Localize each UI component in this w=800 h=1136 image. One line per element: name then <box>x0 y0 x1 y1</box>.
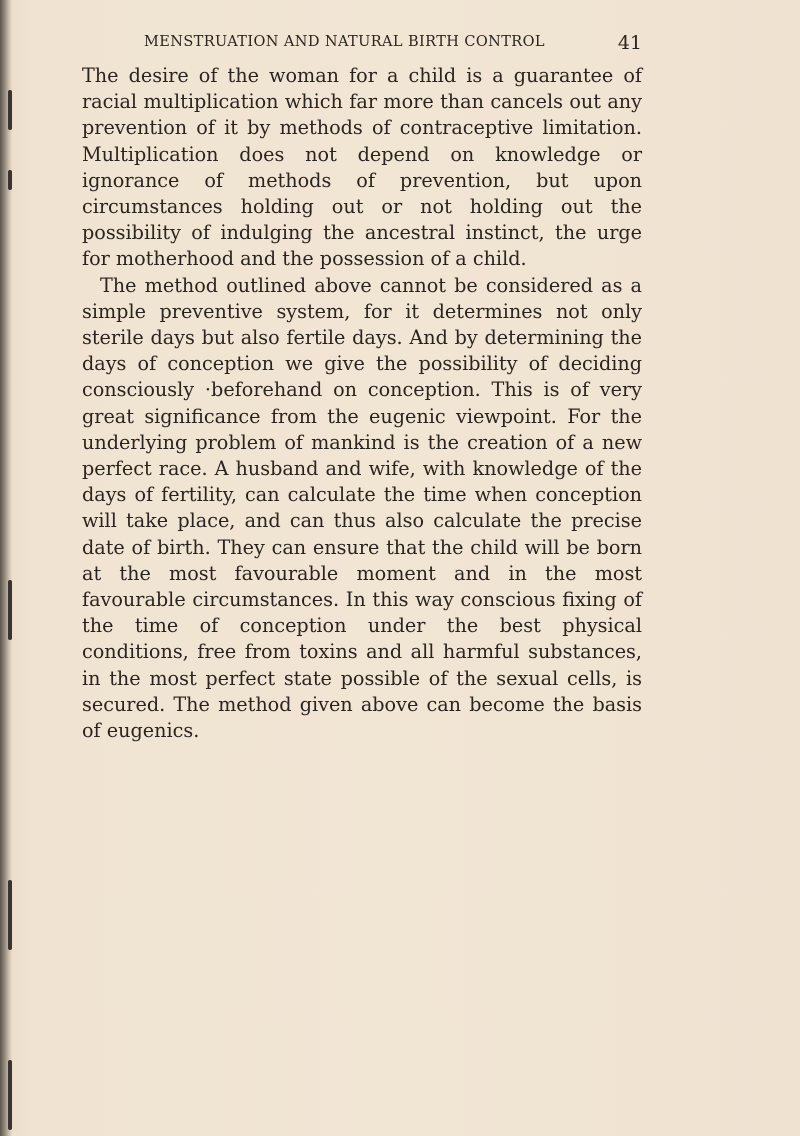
paragraph: The method outlined above cannot be considered as a simple preventive system, for it determines not only sterile days but also fertile days. And by determining the days of conception we give the possibility of deciding consciously ·beforehand on conception. This is of very great significance from the eugenic viewpoint. For the underlying problem of mankind is the creation of a new perfect race. A husband and wife, with knowledge of the days of fertility, can calculate the time when conception will take place, and can thus also calculate the precise date of birth. They can ensure that the child will be born at the most favourable moment and in the most favourable circumstances. In this way conscious fixing of the time of conception under the best physical conditions, free from toxins and all harmful substances, in the most perfect state possible of the sexual cells, is secured. The method given above can become the basis of eugenics. <box>82 273 642 743</box>
binding-mark <box>8 880 12 950</box>
binding-shadow <box>0 0 12 1136</box>
paragraph: The desire of the woman for a child is a guarantee of racial multiplication which far more than cancels out any prevention of it by methods of contraceptive limitation. Multiplication does not depend on knowledge or ignorance of methods of prevention, but upon circumstances holding out or not holding out the possibility of indulging the ancestral instinct, the urge for motherhood and the possession of a child. <box>82 64 642 271</box>
binding-mark <box>8 1060 12 1130</box>
binding-mark <box>8 170 12 190</box>
binding-mark <box>8 90 12 130</box>
binding-mark <box>8 580 12 640</box>
page-number: 41 <box>617 32 642 54</box>
running-head <box>82 32 642 54</box>
body-text <box>82 63 642 744</box>
running-title: MENSTRUATION AND NATURAL BIRTH CONTROL <box>144 34 545 50</box>
